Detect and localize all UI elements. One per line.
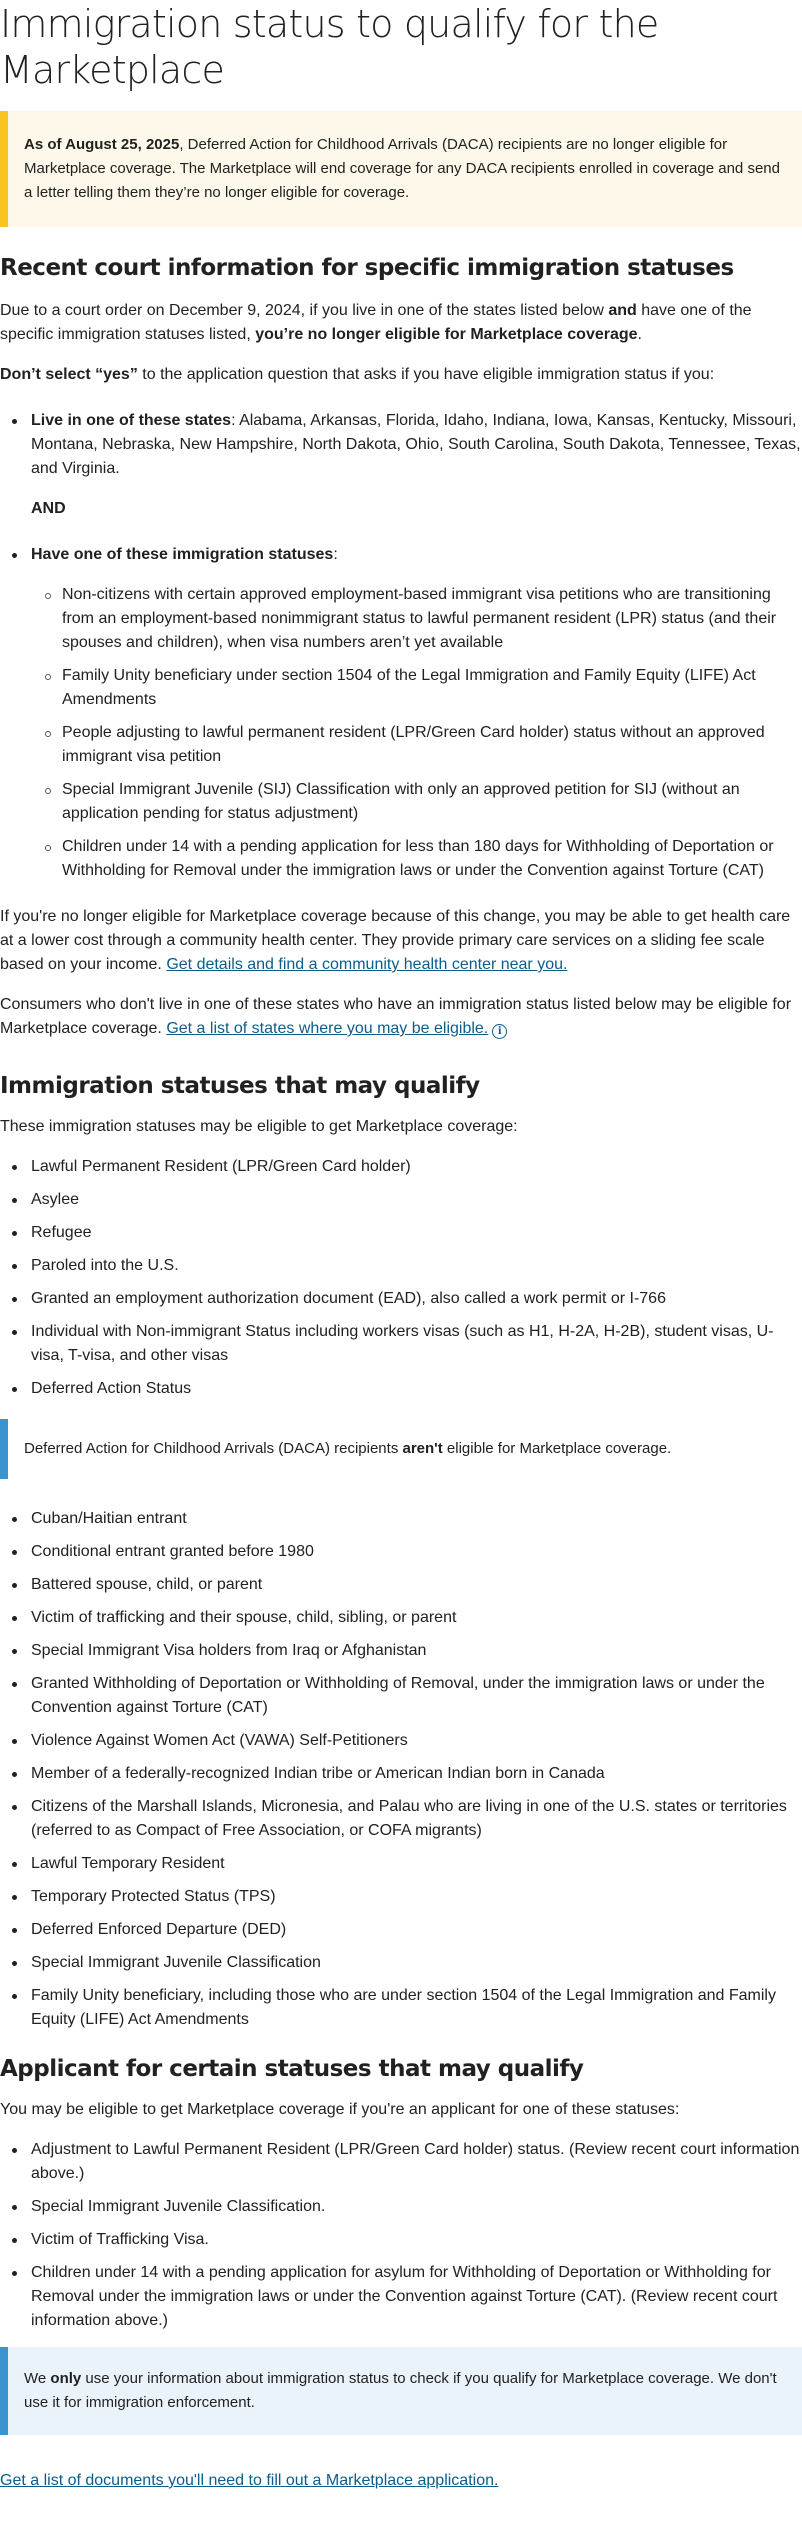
list-item: Paroled into the U.S. — [31, 1254, 802, 1278]
list-item: Children under 14 with a pending application for less than 180 days for Withholding of Deportation or Withholding for Removal under the immigration laws or under the Convention against Torture (CAT) — [62, 835, 802, 883]
court-section-heading: Recent court information for specific immigration statuses — [0, 255, 734, 281]
court-intro: Due to a court order on December 9, 2024, if you live in one of the states listed below and have one of the specific immigration statuses listed, you’re no longer eligible for Marketplace coverage. — [0, 302, 752, 343]
list-item: Violence Against Women Act (VAWA) Self-Petitioners — [31, 1729, 802, 1753]
qualifying-statuses-list-a — [0, 1155, 802, 1401]
dont-select-instruction: Don’t select “yes” to the application question that asks if you have eligible immigration status if you: — [0, 366, 715, 383]
court-conditions-list — [0, 409, 802, 883]
list-item: Family Unity beneficiary, including those who are under section 1504 of the Legal Immigration and Family Equity (LIFE) Act Amendments — [31, 1984, 802, 2032]
list-item: Deferred Action Status — [31, 1377, 802, 1401]
list-item: Temporary Protected Status (TPS) — [31, 1885, 802, 1909]
list-item: Family Unity beneficiary under section 1504 of the Legal Immigration and Family Equity (LIFE) Act Amendments — [62, 664, 802, 712]
health-center-link[interactable]: Get details and find a community health center near you. — [166, 956, 568, 973]
applicant-intro: You may be eligible to get Marketplace coverage if you're an applicant for one of these statuses: — [0, 2101, 680, 2118]
health-center-paragraph: If you're no longer eligible for Marketplace coverage because of this change, you may be able to get health care at a lower cost through a community health center. They provide primary care services on a sliding fee scale based on your income. Get details and find a community health center near you. — [0, 908, 791, 973]
list-item: Individual with Non-immigrant Status including workers visas (such as H1, H-2A, H-2B), student visas, U-visa, T-visa, and other visas — [31, 1320, 802, 1368]
daca-warning-alert — [0, 111, 802, 227]
list-item-states: Live in one of these states: Alabama, Arkansas, Florida, Idaho, Indiana, Iowa, Kansas, Kentucky, Missouri, Montana, Nebraska, New Hampshire, North Dakota, Ohio, South Carolina, South Dakota, Tennessee, Texas, and Virginia. AND — [31, 409, 802, 521]
qualify-intro: These immigration statuses may be eligible to get Marketplace coverage: — [0, 1118, 518, 1135]
list-item: Lawful Permanent Resident (LPR/Green Card holder) — [31, 1155, 802, 1179]
alert-date: As of August 25, 2025 — [24, 136, 180, 153]
applicant-statuses-list — [0, 2138, 802, 2333]
list-item: Asylee — [31, 1188, 802, 1212]
qualifying-statuses-list-b — [0, 1507, 802, 2032]
list-item: Adjustment to Lawful Permanent Resident (LPR/Green Card holder) status. (Review recent court information above.) — [31, 2138, 802, 2186]
list-item: People adjusting to lawful permanent resident (LPR/Green Card holder) status without an approved immigrant visa petition — [62, 721, 802, 769]
eligible-states-link[interactable]: Get a list of states where you may be eligible. — [166, 1020, 489, 1037]
list-item: Special Immigrant Juvenile (SIJ) Classification with only an approved petition for SIJ (without an application pending for status adjustment) — [62, 778, 802, 826]
list-item: Victim of trafficking and their spouse, child, sibling, or parent — [31, 1606, 802, 1630]
list-item: Lawful Temporary Resident — [31, 1852, 802, 1876]
list-item: Cuban/Haitian entrant — [31, 1507, 802, 1531]
list-item: Refugee — [31, 1221, 802, 1245]
qualify-section-heading: Immigration statuses that may qualify — [0, 1073, 480, 1099]
list-item: Granted Withholding of Deportation or Withholding of Removal, under the immigration laws or under the Convention against Torture (CAT) — [31, 1672, 802, 1720]
list-item: Deferred Enforced Departure (DED) — [31, 1918, 802, 1942]
applicant-section-heading: Applicant for certain statuses that may qualify — [0, 2056, 584, 2082]
list-item: Non-citizens with certain approved employment-based immigrant visa petitions who are transitioning from an employment-based nonimmigrant status to lawful permanent resident (LPR) status (and their spouses and children), when visa numbers aren’t yet available — [62, 583, 802, 655]
documents-link-paragraph — [0, 2469, 802, 2493]
affected-statuses-list — [31, 583, 802, 883]
list-item: Citizens of the Marshall Islands, Micronesia, and Palau who are living in one of the U.S. states or territories (referred to as Compact of Free Association, or COFA migrants) — [31, 1795, 802, 1843]
list-item: Battered spouse, child, or parent — [31, 1573, 802, 1597]
info-icon[interactable]: i — [492, 1024, 507, 1039]
alert-text: , Deferred Action for Childhood Arrivals (DACA) recipients are no longer eligible for Marketplace coverage. The Marketplace will end coverage for any DACA recipients enrolled in coverage and send a letter telling them they’re no longer eligible for coverage. — [24, 136, 780, 201]
list-item: Special Immigrant Juvenile Classification. — [31, 2195, 802, 2219]
list-item: Victim of Trafficking Visa. — [31, 2228, 802, 2252]
list-item: Special Immigrant Juvenile Classification — [31, 1951, 802, 1975]
list-item: Granted an employment authorization document (EAD), also called a work permit or I-766 — [31, 1287, 802, 1311]
list-item-statuses: Have one of these immigration statuses: Non-citizens with certain approved employment-based immigrant visa petitions who are transitioning from an employment-based nonimmigrant status to lawful permanent resident (LPR) status (and their spouses and children), when visa numbers aren’t yet available Family Unity beneficiary under section 1504 of the Legal Immigration and Family Equity (LIFE) Act Amendments People adjusting to lawful permanent resident (LPR/Green Card holder) status without an approved immigrant visa petition Special Immigrant Juvenile (SIJ) Classification with only an approved petition for SIJ (without an application pending for status adjustment) Children under 14 with a pending application for less than 180 days for Withholding of Deportation or Withholding for Removal under the immigration laws or under the Convention against Torture (CAT) — [31, 543, 802, 883]
list-item: Children under 14 with a pending application for asylum for Withholding of Deportation or Withholding for Removal under the immigration laws or under the Convention against Torture (CAT). (Review recent court information above.) — [31, 2261, 802, 2333]
and-label: AND — [31, 500, 66, 517]
privacy-note: We only use your information about immigration status to check if you qualify for Marketplace coverage. We don't use it for immigration enforcement. — [0, 2347, 802, 2435]
documents-list-link[interactable]: Get a list of documents you'll need to fill out a Marketplace application. — [0, 2472, 499, 2489]
page-title: Immigration status to qualify for the Marketplace — [0, 2, 659, 92]
list-item: Member of a federally-recognized Indian tribe or American Indian born in Canada — [31, 1762, 802, 1786]
daca-note: Deferred Action for Childhood Arrivals (DACA) recipients aren't eligible for Marketplace coverage. — [0, 1419, 802, 1479]
consumers-paragraph: Consumers who don't live in one of these states who have an immigration status listed below may be eligible for Marketplace coverage. Get a list of states where you may be eligible. i — [0, 996, 792, 1037]
list-item: Conditional entrant granted before 1980 — [31, 1540, 802, 1564]
list-item: Special Immigrant Visa holders from Iraq or Afghanistan — [31, 1639, 802, 1663]
